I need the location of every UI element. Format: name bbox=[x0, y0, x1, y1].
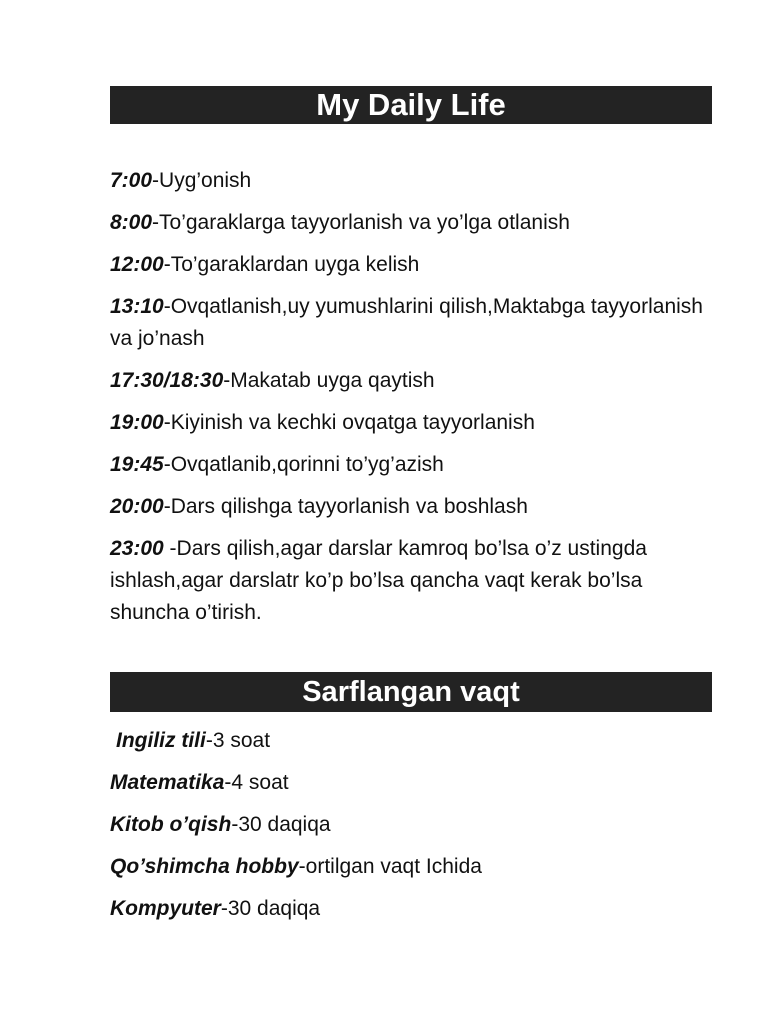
subject-name: Ingiliz tili bbox=[116, 729, 206, 752]
time-spent-entry bbox=[110, 767, 720, 799]
section-title-time-spent: Sarflangan vaqt bbox=[110, 672, 712, 712]
schedule-time: 7:00 bbox=[110, 169, 153, 192]
subject-time: -30 daqiqa bbox=[220, 897, 321, 920]
time-spent-entry bbox=[110, 893, 720, 925]
schedule-entry bbox=[110, 165, 720, 197]
subject-name: Matematika bbox=[110, 771, 225, 794]
schedule-entry bbox=[110, 533, 720, 629]
subject-time: -3 soat bbox=[205, 729, 271, 752]
time-spent-entry bbox=[110, 851, 720, 883]
subject-name: Qo’shimcha hobby bbox=[110, 855, 299, 878]
schedule-entry bbox=[110, 449, 720, 481]
schedule-entry bbox=[110, 407, 720, 439]
subject-name: Kitob o’qish bbox=[110, 813, 232, 836]
subject-name: Kompyuter bbox=[110, 897, 221, 920]
time-spent-entry bbox=[110, 809, 720, 841]
time-spent-entry bbox=[110, 725, 720, 757]
schedule-time: 12:00 bbox=[110, 253, 164, 276]
time-spent-list bbox=[110, 725, 720, 935]
subject-time: -4 soat bbox=[224, 771, 289, 794]
schedule-time: 19:45 bbox=[110, 453, 164, 476]
schedule-time: 17:30/18:30 bbox=[110, 369, 224, 392]
schedule-text: -Dars qilishga tayyorlanish va boshlash bbox=[163, 495, 528, 518]
schedule-text: -Ovqatlanish,uy yumushlarini qilish,Maktabga tayyorlanish va jo’nash bbox=[110, 295, 703, 350]
schedule-text: -Kiyinish va kechki ovqatga tayyorlanish bbox=[163, 411, 535, 434]
schedule-entry bbox=[110, 291, 720, 355]
schedule-time: 8:00 bbox=[110, 211, 153, 234]
schedule-time: 23:00 bbox=[110, 537, 164, 560]
schedule-text: -Uyg’onish bbox=[152, 169, 252, 192]
subject-time: -30 daqiqa bbox=[231, 813, 331, 836]
schedule-entry bbox=[110, 491, 720, 523]
schedule-text: -Dars qilish,agar darslar kamroq bo’lsa o’z ustingda ishlash,agar darslatr ko’p bo’lsa qancha vaqt kerak bo’lsa shuncha o’tirish. bbox=[110, 537, 647, 624]
schedule-time: 19:00 bbox=[110, 411, 164, 434]
schedule-time: 20:00 bbox=[110, 495, 164, 518]
schedule-entry bbox=[110, 249, 720, 281]
schedule-text: -To’garaklarga tayyorlanish va yo’lga otlanish bbox=[152, 211, 570, 234]
schedule-entry bbox=[110, 207, 720, 239]
daily-schedule-list bbox=[110, 165, 720, 639]
page-title: My Daily Life bbox=[110, 86, 712, 124]
schedule-entry bbox=[110, 365, 720, 397]
schedule-text: -Makatab uyga qaytish bbox=[223, 369, 435, 392]
schedule-text: -Ovqatlanib,qorinni to’yg’azish bbox=[163, 453, 444, 476]
schedule-time: 13:10 bbox=[110, 295, 164, 318]
schedule-text: -To’garaklardan uyga kelish bbox=[163, 253, 420, 276]
subject-time: -ortilgan vaqt Ichida bbox=[298, 855, 482, 878]
